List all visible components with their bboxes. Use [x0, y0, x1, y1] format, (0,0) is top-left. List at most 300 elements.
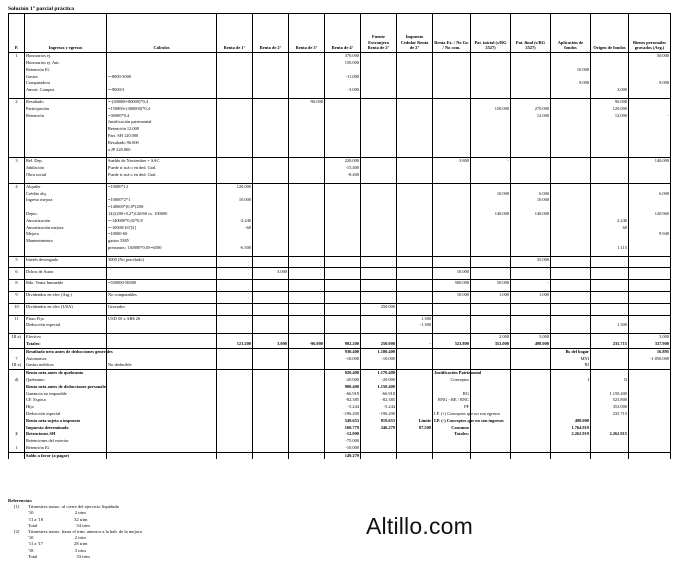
- table-cell: [511, 411, 551, 418]
- table-cell: [397, 370, 433, 377]
- table-cell: [471, 60, 511, 67]
- table-cell: [551, 211, 591, 218]
- table-cell: [107, 67, 217, 74]
- reference-number: [2]: [14, 529, 20, 535]
- table-cell: 160.779: [325, 424, 361, 431]
- table-cell: 121.200: [217, 341, 253, 348]
- table-cell: [253, 190, 289, 197]
- table-cell: [325, 315, 361, 322]
- table-cell: [253, 224, 289, 231]
- table-cell: [217, 424, 253, 431]
- table-cell: [325, 256, 361, 263]
- table-cell: [397, 431, 433, 438]
- table-cell: [289, 60, 325, 67]
- column-header: Renta de 3°: [289, 14, 325, 53]
- table-cell: [289, 322, 325, 329]
- table-cell: 1: [9, 53, 25, 60]
- table-cell: [591, 418, 629, 425]
- table-cell: Gastos: [25, 73, 107, 80]
- table-row: [9, 119, 671, 126]
- table-cell: [217, 256, 253, 263]
- table-cell: [9, 146, 25, 153]
- table-cell: [591, 211, 629, 218]
- table-cell: [217, 126, 253, 133]
- table-cell: Puede ir acá o en ded. Gral.: [107, 172, 217, 179]
- table-cell: [511, 452, 551, 459]
- table-cell: [551, 397, 591, 404]
- table-cell: [325, 183, 361, 190]
- table-cell: [325, 231, 361, 238]
- table-cell: [629, 224, 671, 231]
- table-cell: [551, 146, 591, 153]
- table-cell: [9, 438, 25, 445]
- table-cell: [397, 411, 433, 418]
- table-cell: [551, 256, 591, 263]
- table-cell: [361, 204, 397, 211]
- table-cell: Consumo: [433, 424, 471, 431]
- table-cell: [361, 452, 397, 459]
- table-cell: -: [471, 158, 511, 165]
- table-cell: [511, 183, 551, 190]
- table-cell: [107, 452, 217, 459]
- table-cell: 498.000: [551, 418, 591, 425]
- table-cell: [511, 231, 551, 238]
- table-cell: [629, 238, 671, 245]
- table-cell: [471, 80, 511, 87]
- table-cell: 6.000: [629, 190, 671, 197]
- table-cell: [471, 384, 511, 391]
- table-cell: [511, 73, 551, 80]
- table-cell: 2.000: [471, 334, 511, 341]
- table-cell: Puede ir acá o en ded. Gral.: [107, 165, 217, 172]
- table-cell: 2.262.915: [591, 431, 629, 438]
- table-cell: [217, 362, 253, 369]
- table-cell: 2.240: [591, 218, 629, 225]
- table-cell: 498.000: [511, 341, 551, 348]
- table-cell: 50.000: [471, 280, 511, 287]
- table-cell: [217, 418, 253, 425]
- table-cell: [9, 322, 25, 329]
- table-cell: [361, 238, 397, 245]
- table-cell: =10000*12: [107, 183, 217, 190]
- table-cell: [9, 404, 25, 411]
- table-cell: [217, 231, 253, 238]
- table-cell: [511, 146, 551, 153]
- table-cell: [253, 106, 289, 113]
- table-cell: [253, 315, 289, 322]
- table-cell: Resultado 96.000: [107, 140, 217, 147]
- table-row: [9, 431, 671, 438]
- table-cell: -1.300: [397, 322, 433, 329]
- table-cell: 1.300: [591, 322, 629, 329]
- table-cell: [629, 146, 671, 153]
- table-cell: [471, 424, 511, 431]
- table-cell: [289, 245, 325, 252]
- table-cell: [361, 431, 397, 438]
- table-cell: [325, 245, 361, 252]
- table-cell: [361, 224, 397, 231]
- table-cell: -15.400: [325, 165, 361, 172]
- table-cell: 1.170.400: [361, 370, 397, 377]
- table-cell: [397, 390, 433, 397]
- table-cell: Part. SH 120.000: [107, 133, 217, 140]
- table-cell: [397, 197, 433, 204]
- table-cell: [217, 370, 253, 377]
- table-cell: [471, 172, 511, 179]
- table-cell: 10.000: [471, 190, 511, 197]
- table-cell: Mantenimiento: [25, 238, 107, 245]
- reference-text: '10 2 trim: [28, 510, 86, 516]
- table-cell: [471, 245, 511, 252]
- table-cell: [289, 355, 325, 362]
- table-cell: [9, 73, 25, 80]
- table-cell: [471, 67, 511, 74]
- table-cell: [591, 190, 629, 197]
- table-cell: [591, 452, 629, 459]
- table-cell: [217, 445, 253, 452]
- table-row: [9, 165, 671, 172]
- table-cell: 149.279: [325, 452, 361, 459]
- table-cell: 3.000: [253, 268, 289, 275]
- table-cell: [551, 384, 591, 391]
- table-cell: [107, 390, 217, 397]
- table-cell: [511, 218, 551, 225]
- table-cell: [433, 322, 471, 329]
- table-cell: [591, 438, 629, 445]
- table-cell: 930.400: [325, 348, 361, 355]
- table-cell: [551, 190, 591, 197]
- table-cell: [217, 404, 253, 411]
- table-cell: [289, 315, 325, 322]
- table-cell: [397, 334, 433, 341]
- table-cell: [397, 348, 433, 355]
- table-cell: [629, 87, 671, 94]
- table-cell: [433, 98, 471, 105]
- table-cell: [289, 231, 325, 238]
- table-cell: -196.200: [361, 411, 397, 418]
- table-cell: [629, 204, 671, 211]
- table-row: [9, 80, 671, 87]
- table-cell: [9, 80, 25, 87]
- table-cell: [433, 231, 471, 238]
- table-cell: [471, 140, 511, 147]
- table-cell: -: [511, 280, 551, 287]
- table-cell: [289, 126, 325, 133]
- table-cell: [629, 384, 671, 391]
- table-cell: [253, 397, 289, 404]
- table-cell: [629, 438, 671, 445]
- table-cell: [253, 280, 289, 287]
- table-cell: [511, 370, 551, 377]
- table-row: [9, 197, 671, 204]
- table-cell: [217, 60, 253, 67]
- table-cell: I.P. (+) Conceptos que no son egresos: [434, 411, 501, 417]
- table-cell: [433, 80, 471, 87]
- table-cell: [289, 172, 325, 179]
- table-cell: [511, 119, 551, 126]
- table-cell: [361, 172, 397, 179]
- table-cell: 920.400: [325, 370, 361, 377]
- table-cell: [9, 424, 25, 431]
- table-cell: [253, 418, 289, 425]
- table-cell: 1.000: [471, 291, 511, 298]
- table-cell: [397, 204, 433, 211]
- table-cell: 150.000: [471, 106, 511, 113]
- table-cell: 1.000: [511, 291, 551, 298]
- table-cell: Participación: [25, 106, 107, 113]
- table-cell: [253, 67, 289, 74]
- table-cell: [361, 53, 397, 60]
- table-cell: [511, 315, 551, 322]
- table-cell: Retención IG: [25, 445, 107, 452]
- table-cell: [217, 67, 253, 74]
- table-cell: [551, 390, 591, 397]
- table-row: [9, 384, 671, 391]
- table-cell: [217, 53, 253, 60]
- table-cell: [361, 362, 397, 369]
- table-cell: [551, 218, 591, 225]
- table-row: [9, 183, 671, 190]
- table-cell: [511, 245, 551, 252]
- table-cell: [361, 268, 397, 275]
- table-row: [9, 303, 671, 310]
- table-cell: [9, 452, 25, 459]
- table-cell: [591, 133, 629, 140]
- table-row: [9, 424, 671, 431]
- table-cell: [289, 362, 325, 369]
- table-row: [9, 315, 671, 322]
- table-row: [9, 418, 671, 425]
- table-cell: [551, 224, 591, 231]
- table-cell: [253, 204, 289, 211]
- table-cell: [471, 126, 511, 133]
- table-cell: [551, 238, 591, 245]
- table-cell: [107, 377, 217, 384]
- table-cell: [433, 224, 471, 231]
- table-cell: 7: [9, 355, 25, 362]
- table-cell: [289, 280, 325, 287]
- table-row: [9, 98, 671, 105]
- table-cell: [591, 445, 629, 452]
- table-cell: [591, 256, 629, 263]
- table-cell: [629, 411, 671, 418]
- reference-text: Total 34 trim: [28, 522, 90, 528]
- table-cell: [433, 315, 471, 322]
- table-cell: [591, 183, 629, 190]
- table-cell: [289, 140, 325, 147]
- table-row: [9, 348, 671, 355]
- table-cell: 6: [9, 268, 25, 275]
- table-cell: [591, 268, 629, 275]
- table-cell: 120.000: [591, 106, 629, 113]
- column-header: Ingresos y egresos: [25, 14, 107, 53]
- table-cell: [511, 438, 551, 445]
- table-cell: [289, 390, 325, 397]
- table-cell: [107, 445, 217, 452]
- table-cell: [9, 60, 25, 67]
- table-cell: [471, 348, 511, 355]
- table-cell: [107, 438, 217, 445]
- table-cell: [217, 87, 253, 94]
- table-cell: [433, 165, 471, 172]
- table-cell: [253, 60, 289, 67]
- table-cell: [325, 303, 361, 310]
- table-cell: [397, 87, 433, 94]
- table-cell: [361, 146, 397, 153]
- table-cell: Efectivo: [25, 334, 107, 341]
- table-cell: [629, 197, 671, 204]
- table-cell: [471, 315, 511, 322]
- table-cell: [289, 452, 325, 459]
- table-cell: [471, 98, 511, 105]
- table-cell: [361, 73, 397, 80]
- table-cell: 1.764.919: [551, 424, 591, 431]
- table-cell: [471, 87, 511, 94]
- table-cell: [511, 268, 551, 275]
- table-cell: [471, 256, 511, 263]
- table-cell: [551, 452, 591, 459]
- table-cell: [289, 418, 325, 425]
- table-cell: [511, 362, 551, 369]
- table-cell: [107, 348, 217, 355]
- table-cell: 353.000: [471, 341, 511, 348]
- table-cell: [471, 53, 511, 60]
- table-cell: Impuesto determinado: [25, 424, 107, 431]
- table-cell: [471, 238, 511, 245]
- table-cell: [397, 291, 433, 298]
- table-cell: BI: [551, 362, 591, 369]
- table-cell: [25, 245, 107, 252]
- table-cell: Renta neta sujeta a impuesto: [25, 418, 107, 425]
- table-cell: [397, 245, 433, 252]
- table-cell: Depto.: [25, 211, 107, 218]
- table-cell: -96.000: [289, 98, 325, 105]
- table-cell: [361, 119, 397, 126]
- table-cell: Límite: [397, 418, 433, 425]
- table-cell: 5: [9, 256, 25, 263]
- table-cell: [9, 245, 25, 252]
- table-cell: [551, 303, 591, 310]
- table-row: [9, 370, 671, 377]
- table-cell: [511, 172, 551, 179]
- table-cell: [253, 218, 289, 225]
- table-row: [9, 390, 671, 397]
- table-cell: [511, 98, 551, 105]
- table-cell: [325, 334, 361, 341]
- table-cell: presuntos: 130000*0,05=6500: [107, 245, 217, 252]
- table-cell: [629, 431, 671, 438]
- table-cell: [325, 140, 361, 147]
- table-cell: Amortización: [25, 218, 107, 225]
- table-row: [9, 158, 671, 165]
- table-row: [9, 87, 671, 94]
- table-cell: [471, 218, 511, 225]
- table-cell: -3.000: [325, 87, 361, 94]
- table-cell: [253, 334, 289, 341]
- table-cell: [471, 197, 511, 204]
- table-cell: [361, 60, 397, 67]
- table-cell: [551, 322, 591, 329]
- column-header: Renta de 1°: [217, 14, 253, 53]
- table-cell: 1.115: [591, 245, 629, 252]
- table-cell: 6.000: [511, 190, 551, 197]
- table-cell: [9, 165, 25, 172]
- table-cell: RNG - RE / RNC: [433, 397, 471, 404]
- table-cell: [107, 424, 217, 431]
- table-cell: [471, 268, 511, 275]
- table-cell: [289, 411, 325, 418]
- table-cell: II: [591, 377, 629, 384]
- table-cell: Retención IG: [25, 67, 107, 74]
- table-cell: [629, 183, 671, 190]
- table-cell: [253, 362, 289, 369]
- table-cell: 5.000: [629, 334, 671, 341]
- table-cell: [551, 60, 591, 67]
- table-cell: [9, 390, 25, 397]
- table-cell: [511, 204, 551, 211]
- table-cell: [471, 362, 511, 369]
- table-cell: [289, 183, 325, 190]
- table-row: [9, 211, 671, 218]
- table-cell: [25, 140, 107, 147]
- reference-text: '11 a '18 32 trim: [28, 516, 88, 522]
- table-cell: d): [9, 377, 25, 384]
- table-cell: [629, 60, 671, 67]
- table-cell: [511, 377, 551, 384]
- table-cell: -6.500: [217, 245, 253, 252]
- table-cell: [217, 190, 253, 197]
- table-row: [9, 377, 671, 384]
- table-cell: [433, 238, 471, 245]
- table-cell: [433, 133, 471, 140]
- table-cell: Justificación Patrimonial: [434, 370, 482, 376]
- table-cell: [253, 133, 289, 140]
- table-cell: Plazo Fijo: [25, 315, 107, 322]
- table-cell: [325, 322, 361, 329]
- table-cell: [217, 158, 253, 165]
- table-cell: [433, 211, 471, 218]
- table-cell: [629, 67, 671, 74]
- table-cell: Saldo a favor (a pagar): [25, 452, 107, 459]
- table-cell: [511, 67, 551, 74]
- table-cell: [591, 53, 629, 60]
- table-cell: -82.385: [361, 397, 397, 404]
- table-cell: [325, 280, 361, 287]
- table-cell: 10.000: [433, 291, 471, 298]
- table-cell: [253, 238, 289, 245]
- table-cell: [433, 355, 471, 362]
- table-cell: [471, 146, 511, 153]
- table-cell: [511, 224, 551, 231]
- table-cell: [289, 370, 325, 377]
- table-cell: 3000 (No percibido): [107, 256, 217, 263]
- table-cell: 14)/(200+0,2*)120/60 vs. 100000: [107, 211, 217, 218]
- table-cell: [289, 146, 325, 153]
- table-cell: [397, 80, 433, 87]
- table-cell: Totales:: [433, 431, 471, 438]
- table-cell: [551, 280, 591, 287]
- table-cell: 819.653: [361, 418, 397, 425]
- table-row: [9, 73, 671, 80]
- sheet-title: Solución 1° parcial práctica: [8, 6, 74, 12]
- table-cell: [9, 87, 25, 94]
- table-cell: [511, 238, 551, 245]
- table-cell: [551, 106, 591, 113]
- table-cell: [397, 397, 433, 404]
- table-cell: [9, 172, 25, 179]
- table-cell: -10.000: [325, 355, 361, 362]
- table-cell: [433, 384, 471, 391]
